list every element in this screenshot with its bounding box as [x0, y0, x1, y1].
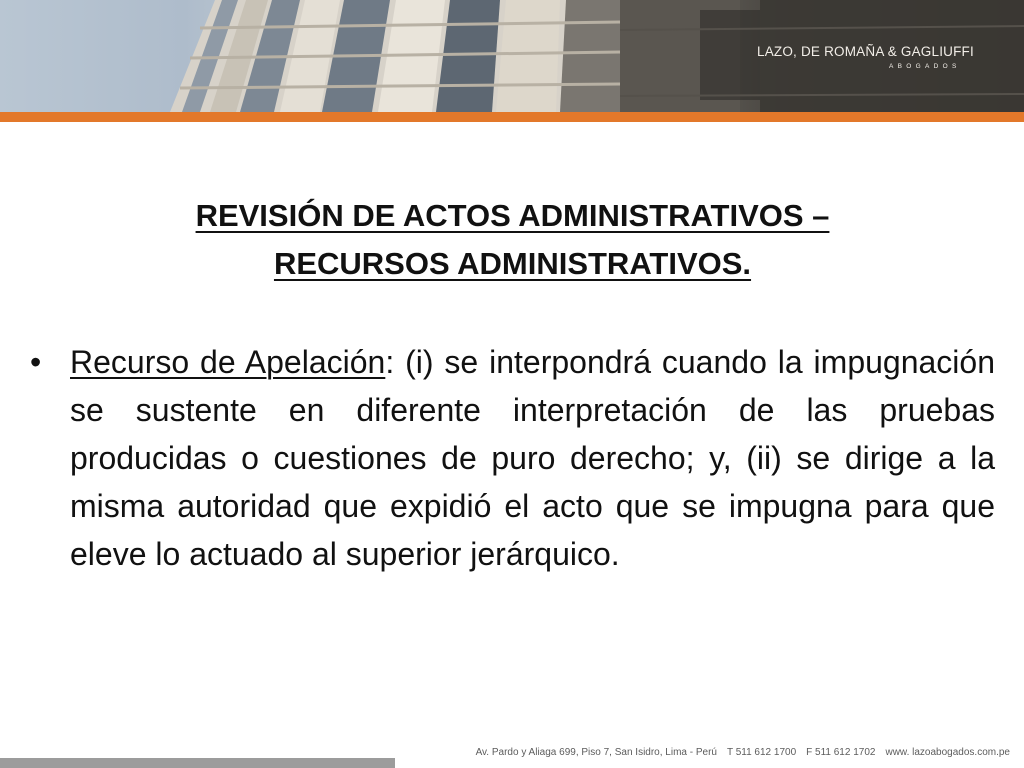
footer-website: www. lazoabogados.com.pe [885, 747, 1010, 758]
bullet-item [30, 338, 995, 578]
firm-logo [757, 44, 987, 70]
firm-tagline: ABOGADOS [889, 63, 961, 70]
slide-title [60, 192, 965, 288]
firm-name: LAZO, DE ROMAÑA & GAGLIUFFI [757, 44, 974, 59]
footer-fax: F 511 612 1702 [806, 747, 876, 758]
footer-contact [476, 747, 1010, 758]
bullet-text: : (i) se interpondrá cuando la impugnación se sustente en diferente interpretación de las pruebas producidas o cuestiones de puro derecho; y, (ii) se dirige a la misma autoridad que expidió el acto que se impugna para que eleve lo actuado al superior jerárquico. [70, 344, 995, 572]
footer-phone: T 511 612 1700 [727, 747, 797, 758]
bullet-term: Recurso de Apelación [70, 344, 386, 380]
slide-title-line-2: RECURSOS ADMINISTRATIVOS. [273, 246, 752, 281]
footer-bar [0, 758, 395, 768]
slide-title-line-1: REVISIÓN DE ACTOS ADMINISTRATIVOS – [195, 198, 830, 233]
header-banner [0, 0, 1024, 112]
bullet-icon: • [30, 344, 42, 380]
footer-address: Av. Pardo y Aliaga 699, Piso 7, San Isidro, Lima - Perú [475, 747, 717, 758]
header-accent-bar [0, 112, 1024, 122]
bullet-body [70, 338, 995, 578]
